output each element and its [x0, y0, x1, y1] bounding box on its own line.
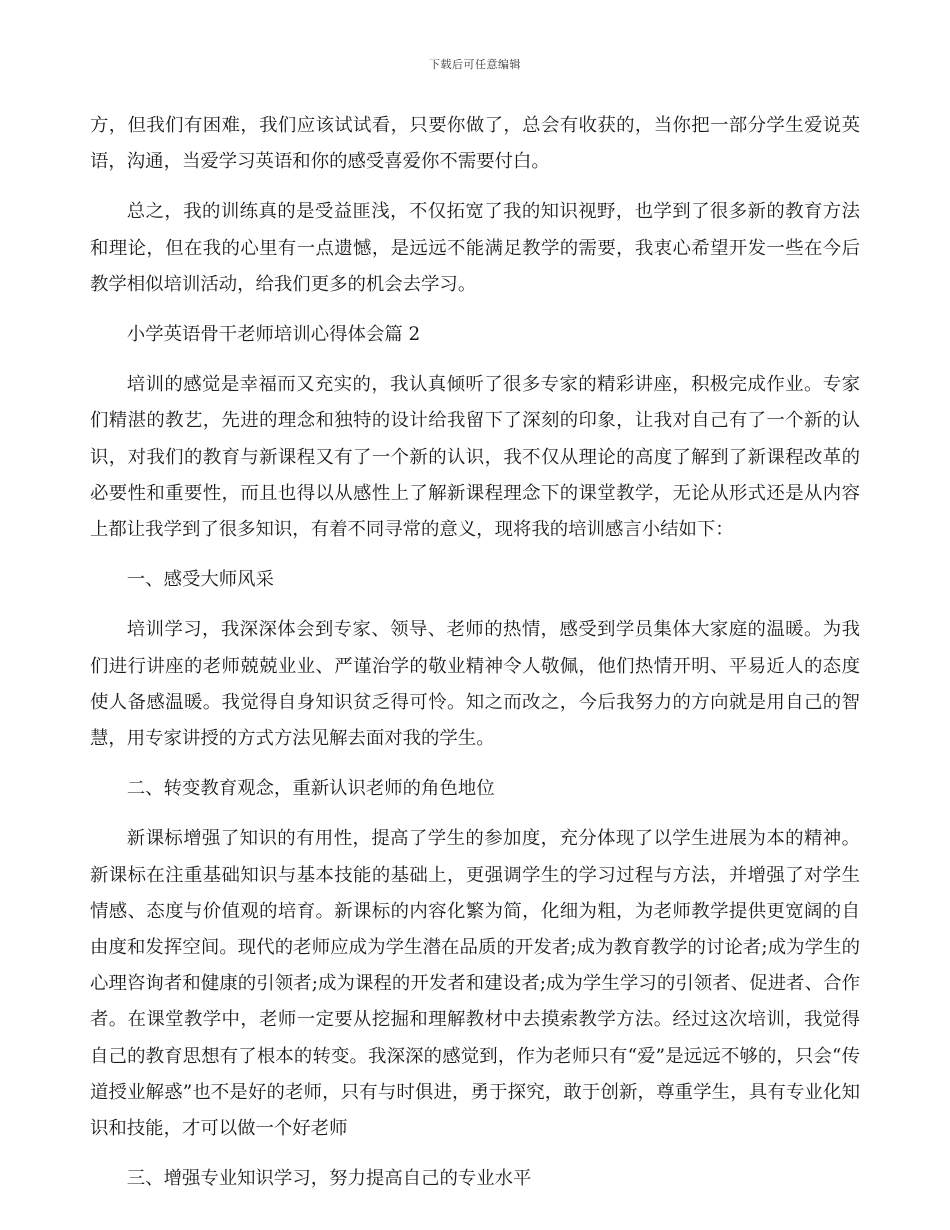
document-body — [90, 108, 860, 1197]
section-heading-2: 二、转变教育观念，重新认识老师的角色地位 — [126, 778, 495, 800]
section-heading-3: 三、增强专业知识学习，努力提高自己的专业水平 — [126, 1168, 532, 1190]
paragraph-2: 总之，我的训练真的是受益匪浅，不仅拓宽了我的知识视野，也学到了很多新的教育方法和理论，但在我的心里有一点遗憾，是远远不能满足教学的需要，我衷心希望开发一些在今后教学相似培训活动，给我们更多的机会去学习。 — [90, 201, 860, 295]
paragraph-3: 培训的感觉是幸福而又充实的，我认真倾听了很多专家的精彩讲座，积极完成作业。专家们精湛的教艺，先进的理念和独特的设计给我留下了深刻的印象，让我对自己有了一个新的认识，对我们的教育与新课程又有了一个新的认识，我不仅从理论的高度了解到了新课程改革的必要性和重要性，而且也得以从感性上了解新课程理念下的课堂教学，无论从形式还是从内容上都让我学到了很多知识，有着不同寻常的意义，现将我的培训感言小结如下： — [90, 374, 860, 541]
paragraph-gap — [90, 598, 860, 612]
paragraph-gap — [90, 548, 860, 562]
paragraph-gap — [90, 353, 860, 367]
paragraph-4: 培训学习，我深深体会到专家、领导、老师的热情，感受到学员集体大家庭的温暖。为我们进行讲座的老师兢兢业业、严谨治学的敬业精神令人敬佩，他们热情开明、平易近人的态度使人备感温暖。我觉得自身知识贫乏得可怜。知之而改之，今后我努力的方向就是用自己的智慧，用专家讲授的方式方法见解去面对我的学生。 — [90, 619, 860, 750]
paragraph-gap — [90, 807, 860, 821]
header-note: 下载后可任意编辑 — [429, 58, 521, 71]
paragraph-gap — [90, 757, 860, 771]
paragraph-gap — [90, 1147, 860, 1161]
paragraph-5: 新课标增强了知识的有用性，提高了学生的参加度，充分体现了以学生进展为本的精神。新课标在注重基础知识与基本技能的基础上，更强调学生的学习过程与方法，并增强了对学生情感、态度与价值观的培育。新课标的内容化繁为简，化细为粗，为老师教学提供更宽阔的自由度和发挥空间。现代的老师应成为学生潜在品质的开发者;成为教育教学的讨论者;成为学生的心理咨询者和健康的引领者;成为课程的开发者和建设者;成为学生学习的引领者、促进者、合作者。在课堂教学中，老师一定要从挖掘和理解教材中去摸索教学方法。经过这次培训，我觉得自己的教育思想有了根本的转变。我深深的感觉到，作为老师只有“爱”是远远不够的，只会“传道授业解惑”也不是好的老师，只有与时俱进，勇于探究，敢于创新，尊重学生，具有专业化知识和技能，才可以做一个好老师 — [90, 828, 860, 1140]
article-title: 小学英语骨干老师培训心得体会篇 2 — [126, 324, 421, 346]
section-heading-1: 一、感受大师风采 — [126, 569, 274, 591]
paragraph-gap — [90, 303, 860, 317]
paragraph-1: 方，但我们有困难，我们应该试试看，只要你做了，总会有收获的，当你把一部分学生爱说英语，沟通，当爱学习英语和你的感受喜爱你不需要付白。 — [90, 115, 860, 173]
paragraph-gap — [90, 180, 860, 194]
